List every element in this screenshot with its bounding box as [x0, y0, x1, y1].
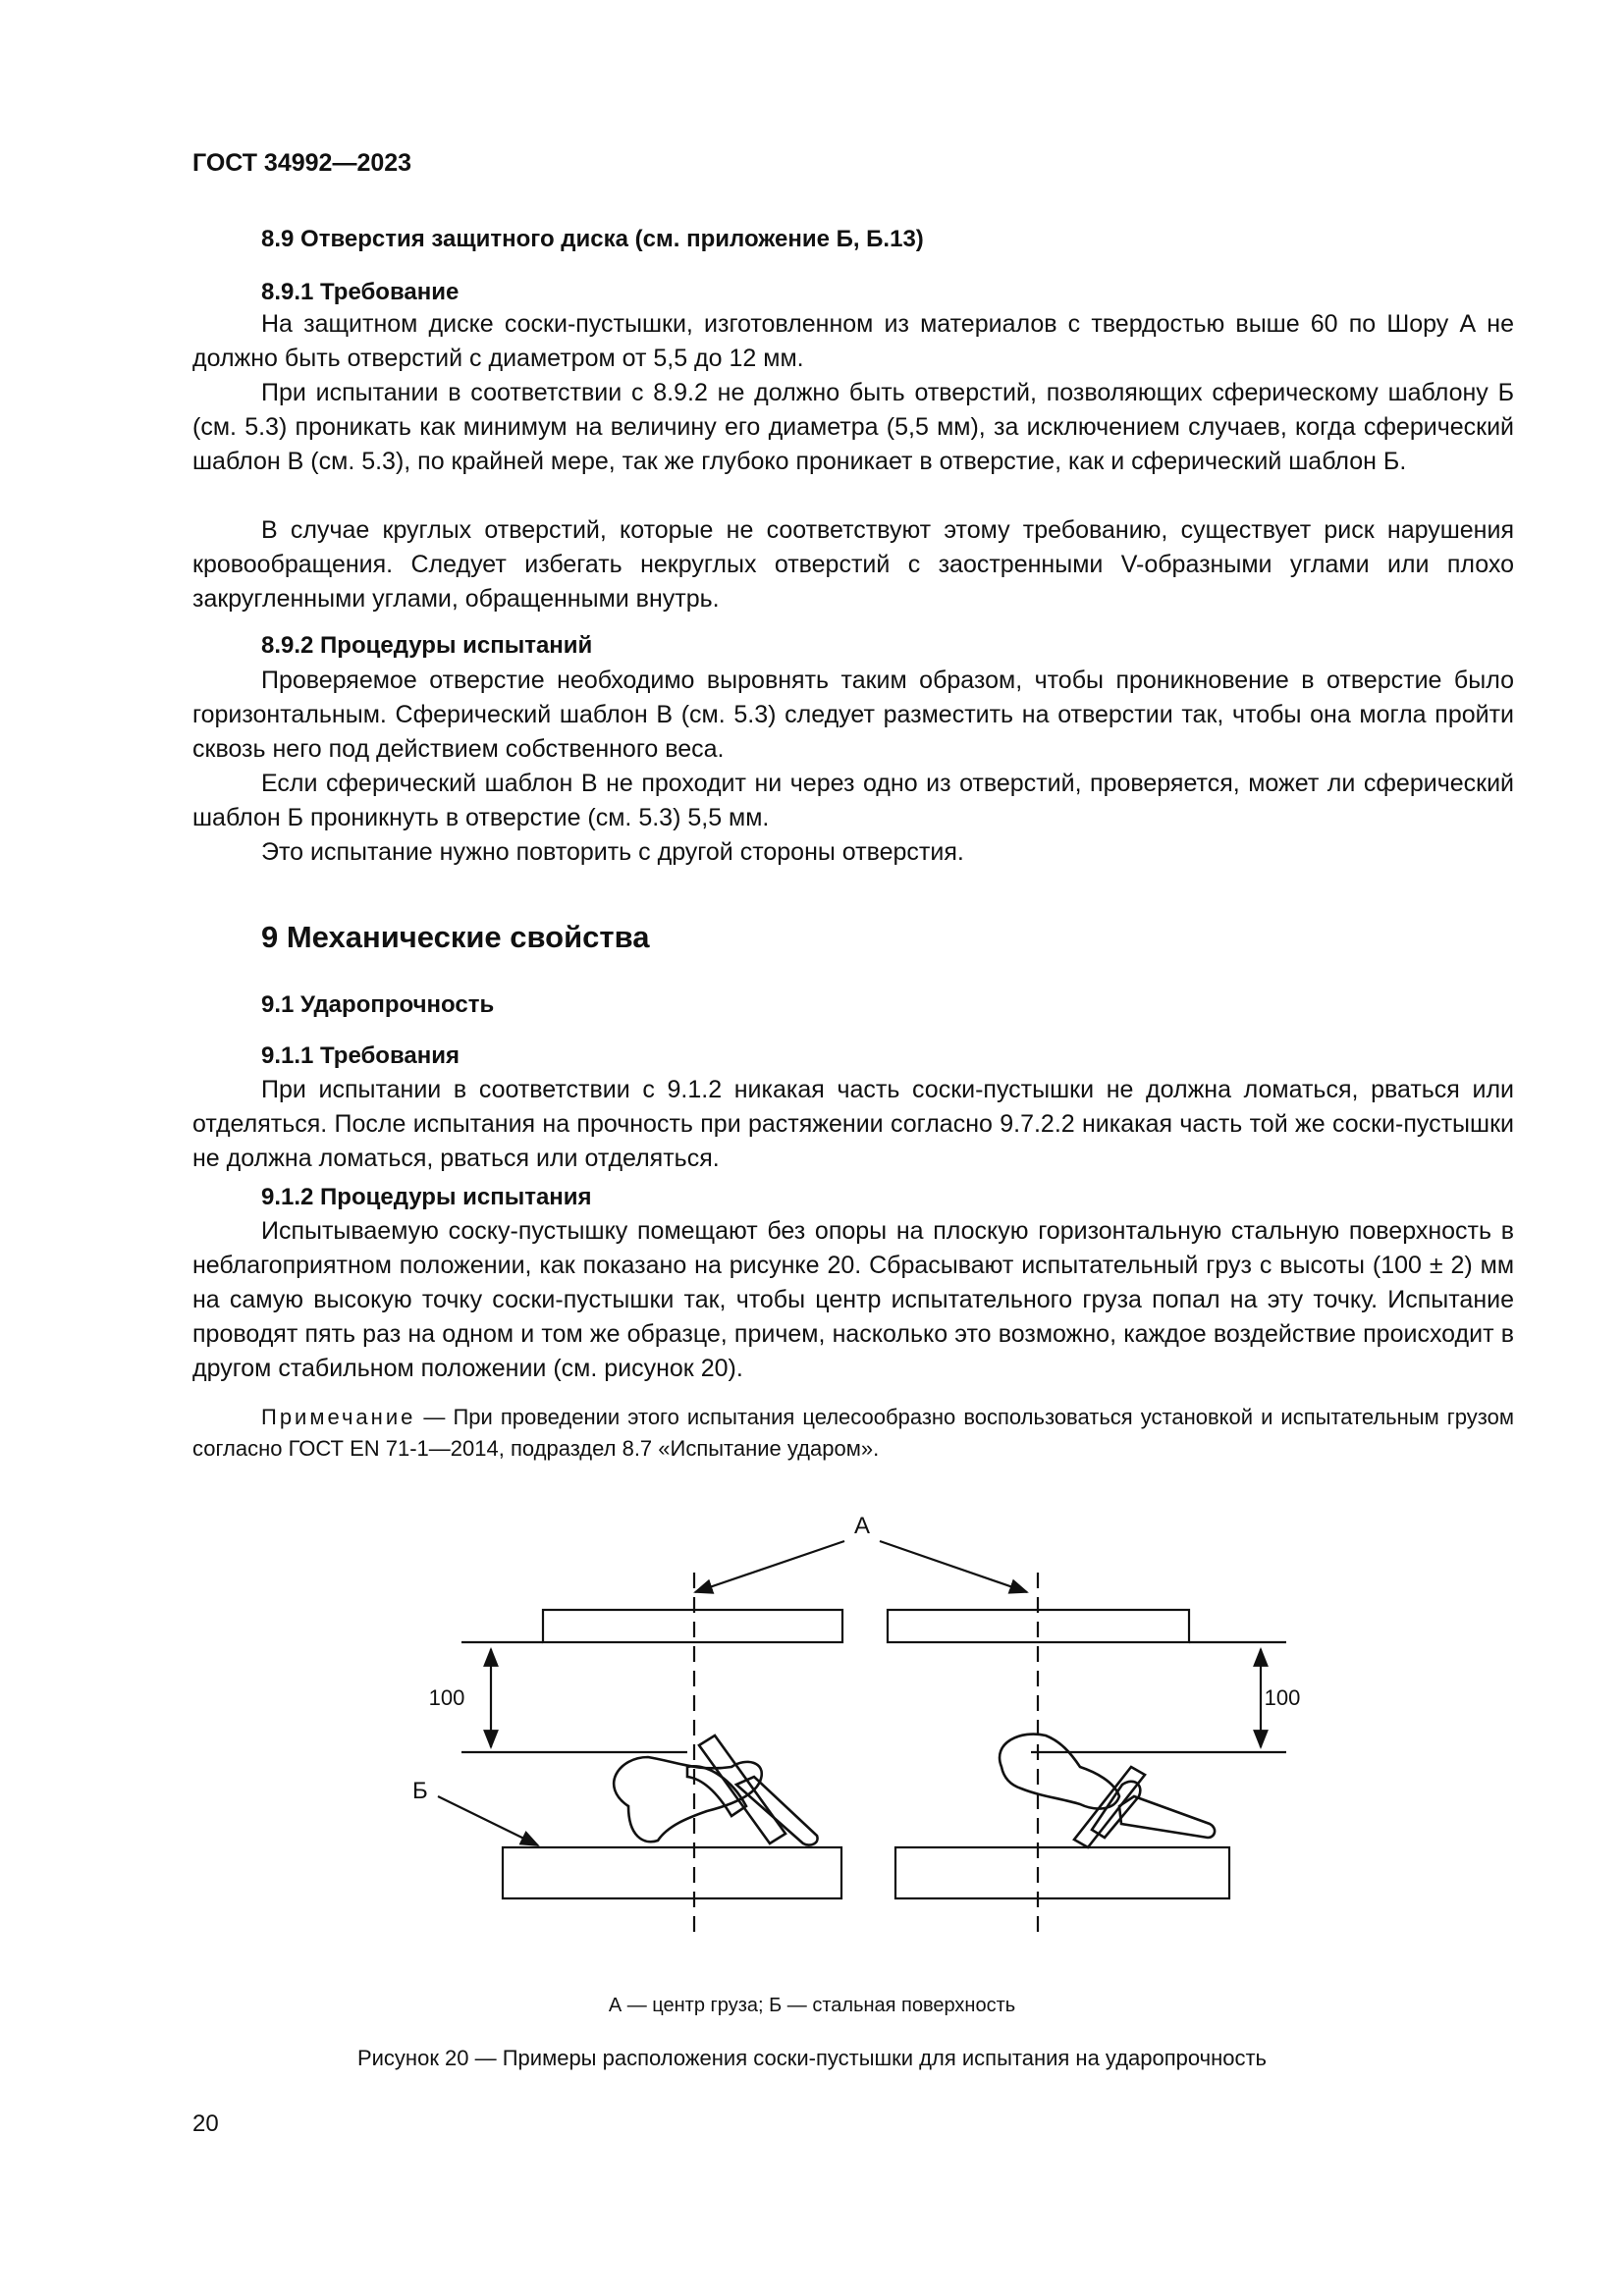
section-9-1-title: 9.1 Ударопрочность: [261, 991, 495, 1018]
paragraph: При испытании в соответствии с 8.9.2 не должно быть отверстий, позволяющих сферическому шаблону Б (см. 5.3) проникать как минимум на величину его диаметра (5,5 мм), за исключением случаев, когда сферический шаблон В (см. 5.3), по крайней мере, так же глубоко проникает в отверстие, как и сферический шаблон Б.: [192, 379, 1514, 475]
figure-drawing: [0, 1472, 1624, 2002]
section-8-9-2-title: 8.9.2 Процедуры испытаний: [261, 632, 593, 659]
page-number: 20: [192, 2110, 219, 2137]
figure-legend: А — центр груза; Б — стальная поверхность: [608, 1995, 1016, 2016]
paragraph: Это испытание нужно повторить с другой стороны отверстия.: [261, 838, 964, 866]
leader-b: [438, 1796, 538, 1845]
leader-a-left: [695, 1541, 844, 1592]
leader-a-right: [880, 1541, 1027, 1592]
section-9-1-2-title: 9.1.2 Процедуры испытания: [261, 1184, 592, 1210]
section-9-1-1-title: 9.1.1 Требования: [261, 1042, 460, 1069]
section-8-9-title: 8.9 Отверстия защитного диска (см. приложение Б, Б.13): [261, 226, 924, 252]
paragraph: Проверяемое отверстие необходимо выровнять таким образом, чтобы проникновение в отверстие было горизонтальным. Сферический шаблон В (см. 5.3) следует разместить на отверстии так, чтобы она могла пройти сквозь него под действием собственного веса.: [192, 667, 1514, 763]
paragraph: Если сферический шаблон В не проходит ни через одно из отверстий, проверяется, может ли сферический шаблон Б проникнуть в отверстие (см. 5.3) 5,5 мм.: [192, 770, 1514, 831]
steel-surface-left: [503, 1847, 841, 1898]
pacifier-right: [1000, 1735, 1215, 1847]
note-text: — При проведении этого испытания целесообразно воспользоваться установкой и испытательным грузом согласно ГОСТ EN 71-1—2014, подраздел 8.7 «Испытание ударом».: [192, 1405, 1514, 1461]
paragraph: В случае круглых отверстий, которые не соответствуют этому требованию, существует риск нарушения кровообращения. Следует избегать некруглых отверстий с заостренными V-образными углами или плохо закругленными углами, обращенными внутрь.: [192, 516, 1514, 613]
note: [192, 1402, 1514, 1465]
document-code: ГОСТ 34992—2023: [192, 149, 412, 177]
paragraph: При испытании в соответствии с 9.1.2 никакая часть соски-пустышки не должна ломаться, рваться или отделяться. После испытания на прочность при растяжении согласно 9.7.2.2 никакая часть той же соски-пустышки не должна ломаться, рваться или отделяться.: [192, 1076, 1514, 1172]
label-a: А: [853, 1513, 871, 1539]
label-b: Б: [412, 1778, 428, 1804]
figure-20: [0, 1472, 1624, 2081]
section-9-title: 9 Механические свойства: [261, 920, 650, 954]
paragraph: Испытываемую соску-пустышку помещают без опоры на плоскую горизонтальную стальную поверхность в неблагоприятном положении, как показано на рисунке 20. Сбрасывают испытательный груз с высоты (100 ± 2) мм на самую высокую точку соски-пустышки так, чтобы центр испытательного груза попал на эту точку. Испытание проводят пять раз на одном и том же образце, причем, насколько это возможно, каждое воздействие происходит в другом стабильном положении (см. рисунок 20).: [192, 1217, 1514, 1382]
section-8-9-1-title: 8.9.1 Требование: [261, 279, 460, 305]
steel-surface-right: [895, 1847, 1229, 1898]
weight-left: [543, 1610, 842, 1642]
note-label: Примечание: [261, 1405, 416, 1429]
dim-right-label: 100: [1264, 1685, 1301, 1710]
paragraph: На защитном диске соски-пустышки, изготовленном из материалов с твердостью выше 60 по Шору А не должно быть отверстий с диаметром от 5,5 до 12 мм.: [192, 310, 1514, 372]
dim-left-label: 100: [428, 1685, 465, 1710]
figure-caption: Рисунок 20 — Примеры расположения соски-пустышки для испытания на ударопрочность: [356, 2046, 1268, 2070]
